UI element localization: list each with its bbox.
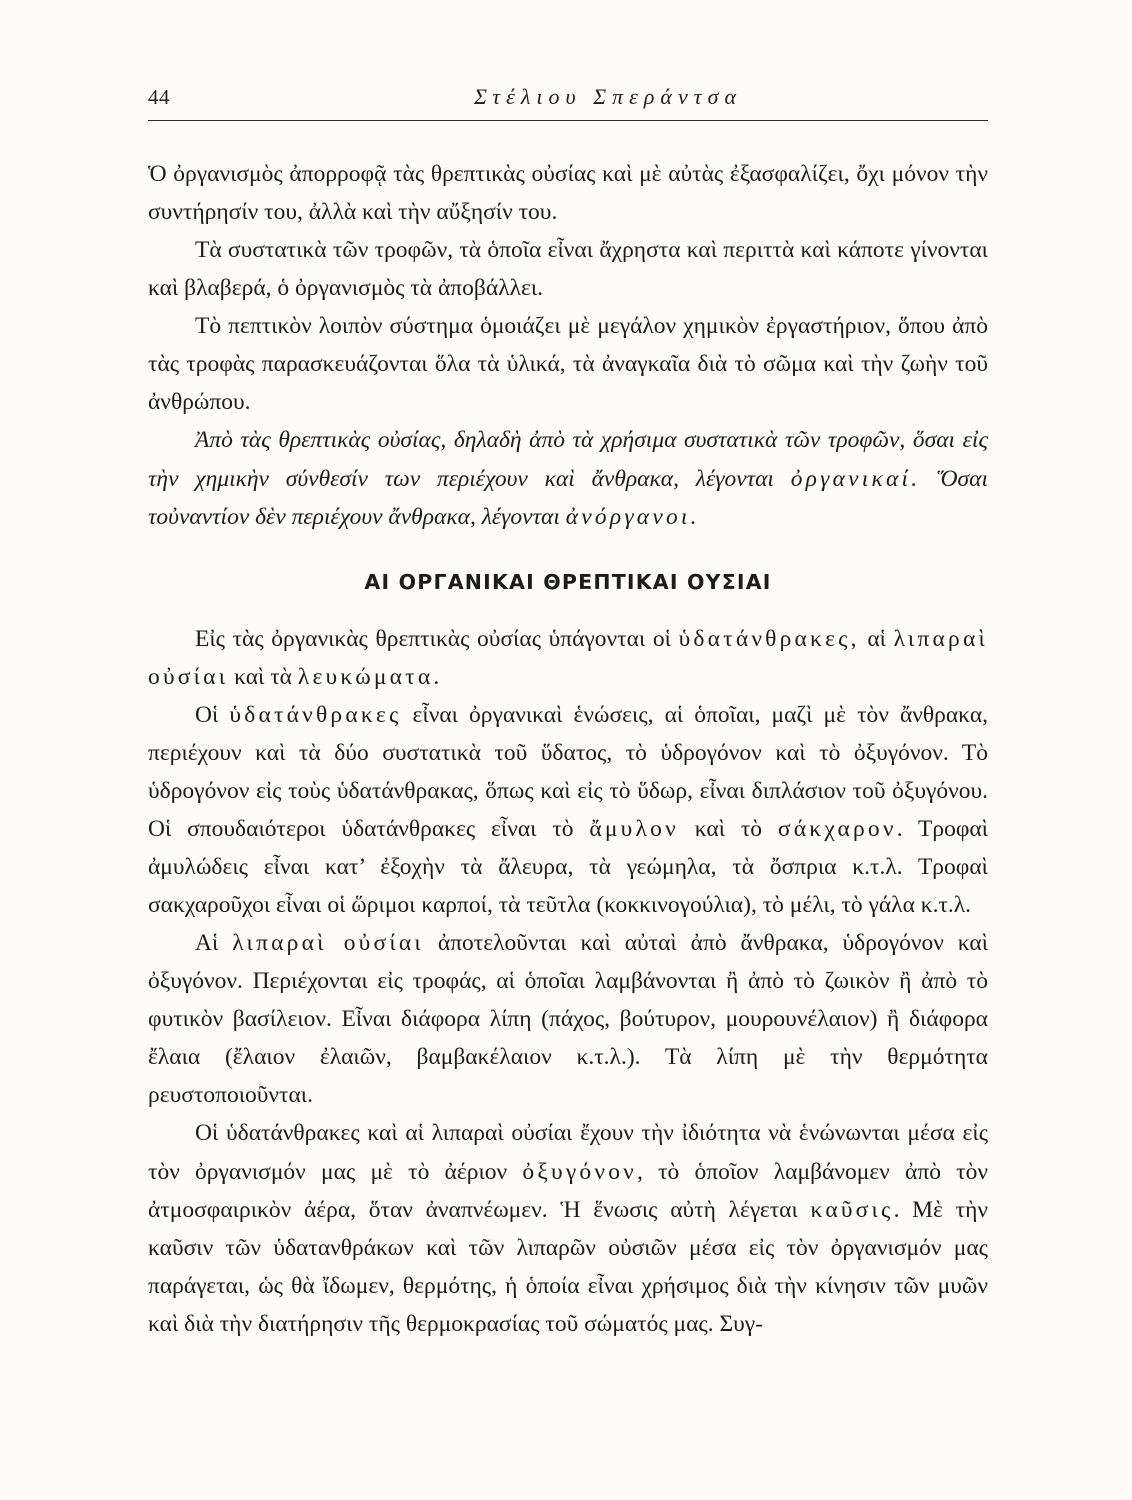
organic-list-mid1: αἱ (859, 625, 894, 652)
paragraph-2: Τὰ συστατικὰ τῶν τροφῶν, τὰ ὁποῖα εἶναι ἄχρηστα καὶ περιττὰ καὶ κάποτε γίνονται καὶ βλαβερά, ὁ ὀργανισμὸς τὰ ἀποβάλλει. (148, 237, 988, 302)
term-kafsis: καῦσις (810, 1196, 894, 1223)
oxidation-lead: Οἱ ὑδατάνθρακες καὶ αἱ λιπαραὶ οὐσίαι ἔχουν τὴν ἰδιότητα νὰ ἑνώνωνται μέσα εἰς τὸν ὀργανισμόν μας μὲ τὸ ἀέριον (148, 1120, 988, 1185)
term-amylon: ἄμυλον (589, 815, 679, 842)
hydro-lead: Οἱ (195, 701, 230, 728)
paragraph-definitions (148, 421, 988, 535)
term-ydatanthrakes: ὑδατάνθρακες, (678, 625, 860, 652)
oxidation-mid1: , τὸ ὁποῖον λαμβάνομεν ἀπὸ τὸν ἀτμοσφαιρικὸν ἀέρα, ὅταν ἀναπνέωμεν. Ἡ ἕνωσις αὐτὴ λέγεται (148, 1158, 988, 1223)
organic-list-mid2: καὶ τὰ (228, 663, 298, 690)
page-content (148, 84, 988, 1343)
organic-list-lead: Εἰς τὰς ὀργανικὰς θρεπτικὰς οὐσίας ὑπάγονται οἱ (195, 625, 679, 652)
page-number: 44 (148, 85, 170, 109)
section-heading: ΑΙ ΟΡΓΑΝΙΚΑΙ ΘΡΕΠΤΙΚΑΙ ΟΥΣΙΑΙ (364, 569, 772, 594)
organic-list-tail: . (433, 663, 440, 690)
page-header (148, 84, 988, 121)
oxidation-tail: . Μὲ τὴν καῦσιν τῶν ὑδατανθράκων καὶ τῶν λιπαρῶν οὐσιῶν μέσα εἰς τὸν ὀργανισμόν μας παράγεται, ὡς θὰ ἴδωμεν, θερμότης, ἡ ὁποία εἶναι χρήσιμος διὰ τὴν κίνησιν τῶν μυῶν καὶ διὰ τὴν διατήρησιν τῆς θερμοκρασίας τοῦ σώματός μας. Συγ- (148, 1196, 988, 1337)
hydro-mid1: εἶναι ὀργανικαὶ ἑνώσεις, αἱ ὁποῖαι, μαζὶ μὲ τὸν ἄνθρακα, περιέχουν καὶ τὰ δύο συστατικὰ τοῦ ὕδατος, τὸ ὑδρογόνον καὶ τὸ ὀξυγόνον. Τὸ ὑδρογόνον εἰς τοὺς ὑδατάνθρακας, ὅπως καὶ εἰς τὸ ὕδωρ, εἶναι διπλάσιον τοῦ ὀξυγόνου. Οἱ σπουδαιότεροι ὑδατάνθρακες εἶναι τὸ (148, 701, 989, 842)
term-hydro-main: ὑδατάνθρακες (229, 701, 402, 728)
paragraph-hydrocarbons (148, 696, 988, 924)
paragraph-organic-list (148, 620, 988, 696)
definitions-lead: Ἀπὸ τὰς θρεπτικὰς οὐσίας, δηλαδὴ ἀπὸ τὰ χρήσιμα συστατικὰ τῶν τροφῶν, ὅσαι εἰς τὴν χημικὴν σύνθεσίν των περιέχουν καὶ ἄνθρακα, λέγονται (148, 427, 988, 492)
paragraph-fats (148, 924, 988, 1114)
term-sakcharon: σάκχαρον (777, 815, 897, 842)
running-head: Στέλιου Σπεράντσα (473, 84, 742, 109)
term-oxygen: ὀξυγόνον (522, 1158, 637, 1185)
term-liparai-ousiai: λιπαραὶ οὐσίαι (148, 625, 988, 690)
paragraph-3: Τὸ πεπτικὸν λοιπὸν σύστημα ὁμοιάζει μὲ μεγάλον χημικὸν ἐργαστήριον, ὅπου ἀπὸ τὰς τροφὰς παρασκευάζονται ὅλα τὰ ὑλικά, τὰ ἀναγκαῖα διὰ τὸ σῶμα καὶ τὴν ζωὴν τοῦ ἀνθρώπου. (148, 313, 988, 416)
term-organikai: ὀργανικαί. (790, 465, 921, 492)
fats-tail: ἀποτελοῦνται καὶ αὐταὶ ἀπὸ ἄνθρακα, ὑδρογόνον καὶ ὀξυγόνον. Περιέχονται εἰς τροφάς, αἱ ὁποῖαι λαμβάνονται ἢ ἀπὸ τὸ ζωικὸν ἢ ἀπὸ τὸ φυτικὸν βασίλειον. Εἶναι διάφορα λίπη (πάχος, βούτυρον, μουρουνέλαιον) ἢ διάφορα ἔλαια (ἔλαιον ἐλαιῶν, βαμβακέλαιον κ.τ.λ.). Τὰ λίπη μὲ τὴν θερμότητα ρευστοποιοῦνται. (148, 930, 989, 1109)
paragraph-1: Ὁ ὀργανισμὸς ἀπορροφᾷ τὰς θρεπτικὰς οὐσίας καὶ μὲ αὐτὰς ἐξασφαλίζει, ὄχι μόνον τὴν συντήρησίν του, ἀλλὰ καὶ τὴν αὔξησίν του. (148, 161, 988, 226)
term-anorganoi: ἀνόργανοι. (565, 503, 700, 530)
definitions-middle: Ὅσαι τοὐναντίον δὲν περιέχουν ἄνθρακα, λέγονται (148, 465, 989, 530)
hydro-mid2: καὶ τὸ (678, 815, 778, 842)
hydro-tail: . Τροφαὶ ἀμυλώδεις εἶναι κατ’ ἐξοχὴν τὰ ἄλευρα, τὰ γεώμηλα, τὰ ὄσπρια κ.τ.λ. Τροφαὶ σακχαροῦχοι εἶναι οἱ ὥριμοι καρποί, τὰ τεῦτλα (κοκκινογούλια), τὸ μέλι, τὸ γάλα κ.τ.λ. (148, 815, 989, 919)
term-fats: λιπαραὶ οὐσίαι (232, 930, 424, 957)
paragraph-oxidation (148, 1114, 988, 1342)
fats-lead: Αἱ (195, 930, 233, 957)
term-leykomata: λευκώματα (297, 663, 434, 690)
